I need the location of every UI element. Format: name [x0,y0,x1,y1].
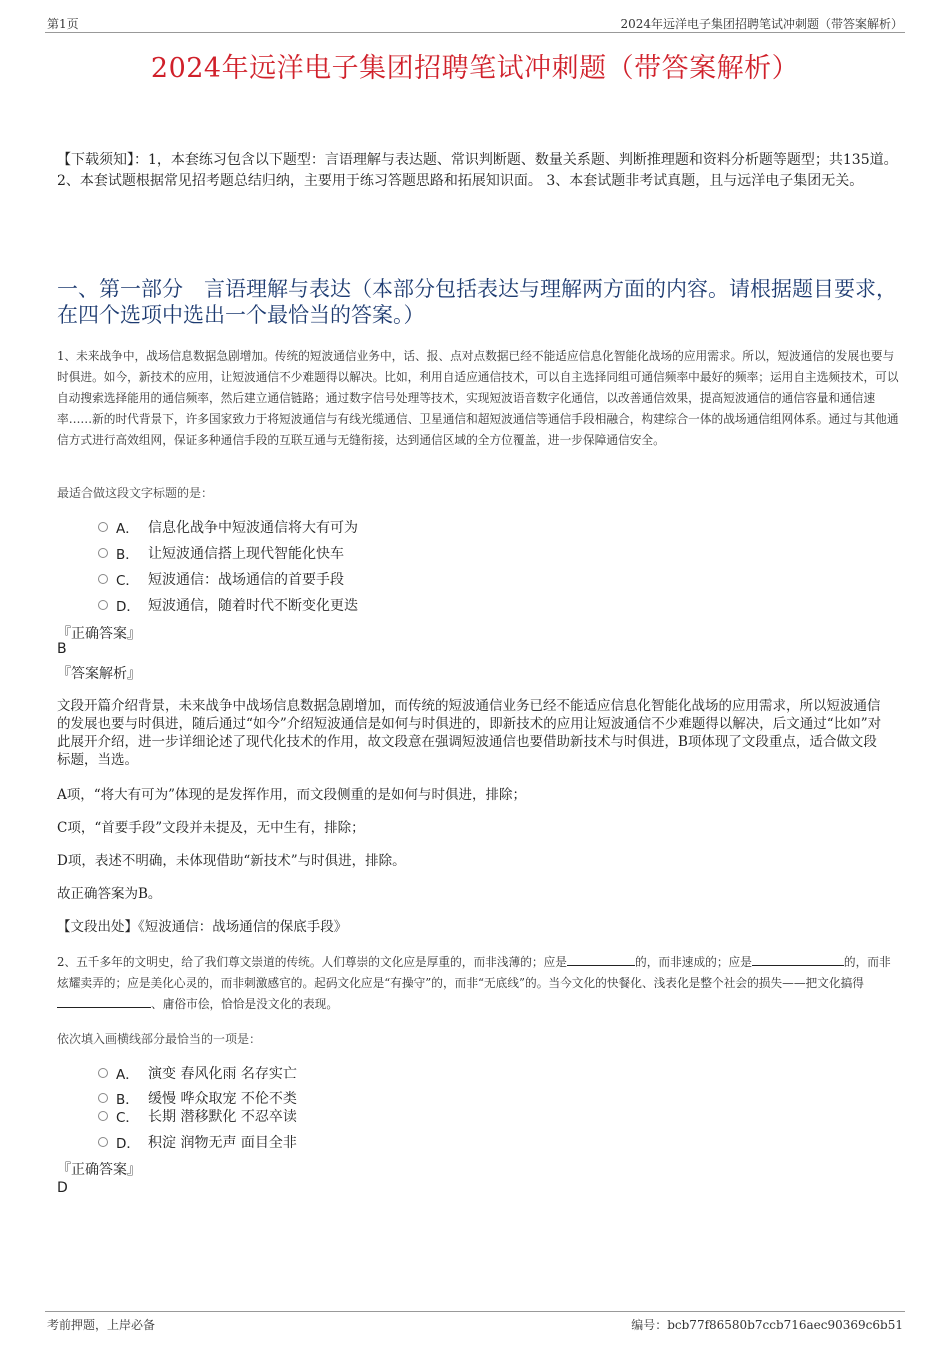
analysis-paragraph: D项，表述不明确，未体现借助“新技术”与时俱进，排除。 [57,853,406,869]
fill-blank [567,954,635,966]
question-2-text: 2、五千多年的文明史，给了我们尊文崇道的传统。人们尊崇的文化应是厚重的，而非浅薄的；应是 的，而非速成的；应是 的，而非炫耀卖弄的；应是美化心灵的，而非刺激感官的。起码文化应是“有操守”的，而非“无底线”的。当今文化的快餐化、浅表化是整个社会的损失——把文化搞得、庸俗市侩，恰恰是没文化的表现。 [57,955,891,1011]
analysis-label: 『答案解析』 [57,666,141,682]
question-2-option-c[interactable]: C． 长期 潜移默化 不忍卒读 [98,1106,297,1126]
answer-label: 『正确答案』 [57,1162,141,1178]
question-2-option-b[interactable]: B． 缓慢 哗众取宠 不伦不类 [98,1088,297,1108]
radio-icon[interactable] [98,574,108,584]
page-header [45,14,905,33]
question-1-option-d[interactable]: D． 短波通信，随着时代不断变化更迭 [98,595,358,615]
question-1-text: 1、未来战争中，战场信息数据急剧增加。传统的短波通信业务中，话、报、点对点数据已经不能适应信息化智能化战场的应用需求。所以，短波通信的发展也要与时俱进。如今，新技术的应用，让短波通信不少难题得以解决。比如，利用自适应通信技术，可以自主选择同组可通信频率中最好的频率；运用自主选频技术，可以自动搜索选择能用的通信频率，然后建立通信链路；通过数字信号处理等技术，实现短波语音数字化通信，以改善通信效果，提高短波通信的通信容量和通信速率……新的时代背景下，许多国家致力于将短波通信与有线光缆通信、卫星通信和超短波通信等通信手段相融合，构建综合一体的战场通信组网体系。通过与其他通信方式进行高效组网，保证多种通信手段的互联互通与无缝衔接，达到通信区域的全方位覆盖，进一步保障通信安全。 [57,349,899,447]
question-2-prompt: 依次填入画横线部分最恰当的一项是： [57,1032,262,1046]
radio-icon[interactable] [98,548,108,558]
radio-icon[interactable] [98,1137,108,1147]
question-1-option-c[interactable]: C． 短波通信：战场通信的首要手段 [98,569,344,589]
question-2-option-a[interactable]: A． 演变 春风化雨 名存实亡 [98,1063,297,1083]
answer-value: D [57,1180,68,1196]
section-heading: 一、第一部分 言语理解与表达（本部分包括表达与理解两方面的内容。请根据题目要求，在四个选项中选出一个最恰当的答案。） [57,277,897,327]
footer-serial: 编号：bcb77f86580b7ccb716aec90369c6b51 [631,1318,903,1332]
radio-icon[interactable] [98,600,108,610]
analysis-paragraph: 文段开篇介绍背景，未来战争中战场信息数据急剧增加，而传统的短波通信业务已经不能适应信息化智能化战场的应用需求，所以短波通信的发展也要与时俱进，随后通过“如今”介绍短波通信是如何与时俱进的，即新技术的应用让短波通信不少难题得以解决，后文通过“比如”对此展开介绍，进一步详细论述了现代化技术的作用，故文段意在强调短波通信也要借助新技术与时俱进，B项体现了文段重点，适合做文段标题，当选。 [57,698,882,768]
analysis-paragraph: C项，“首要手段”文段并未提及，无中生有，排除； [57,820,365,836]
document-title: 2024年远洋电子集团招聘笔试冲刺题（带答案解析） [150,53,800,84]
answer-label: 『正确答案』 [57,626,141,642]
page-footer [45,1311,905,1332]
source-note: 【文段出处】《短波通信：战场通信的保底手段》 [57,919,348,935]
radio-icon[interactable] [98,1093,108,1103]
header-doc-title: 2024年远洋电子集团招聘笔试冲刺题（带答案解析） [620,17,903,31]
radio-icon[interactable] [98,1068,108,1078]
analysis-paragraph: A项，“将大有可为”体现的是发挥作用，而文段侧重的是如何与时俱进，排除； [57,787,527,803]
fill-blank [752,954,844,966]
question-1-option-a[interactable]: A． 信息化战争中短波通信将大有可为 [98,517,358,537]
analysis-paragraph: 故正确答案为B。 [57,886,162,902]
header-page-number: 第1页 [47,17,79,31]
answer-value: B [57,641,67,657]
question-2-option-d[interactable]: D． 积淀 润物无声 面目全非 [98,1132,297,1152]
radio-icon[interactable] [98,1111,108,1121]
download-notice: 【下载须知】：1，本套练习包含以下题型：言语理解与表达题、常识判断题、数量关系题、判断推理题和资料分析题等题型；共135道。 2、本套试题根据常见招考题总结归纳，主要用于练习答题思路和拓展知识面。 3、本套试题非考试真题，且与远洋电子集团无关。 [57,152,898,189]
fill-blank [57,996,151,1008]
radio-icon[interactable] [98,522,108,532]
footer-slogan: 考前押题，上岸必备 [47,1318,156,1332]
question-1-prompt: 最适合做这段文字标题的是： [57,486,214,500]
question-1-option-b[interactable]: B． 让短波通信搭上现代智能化快车 [98,543,344,563]
